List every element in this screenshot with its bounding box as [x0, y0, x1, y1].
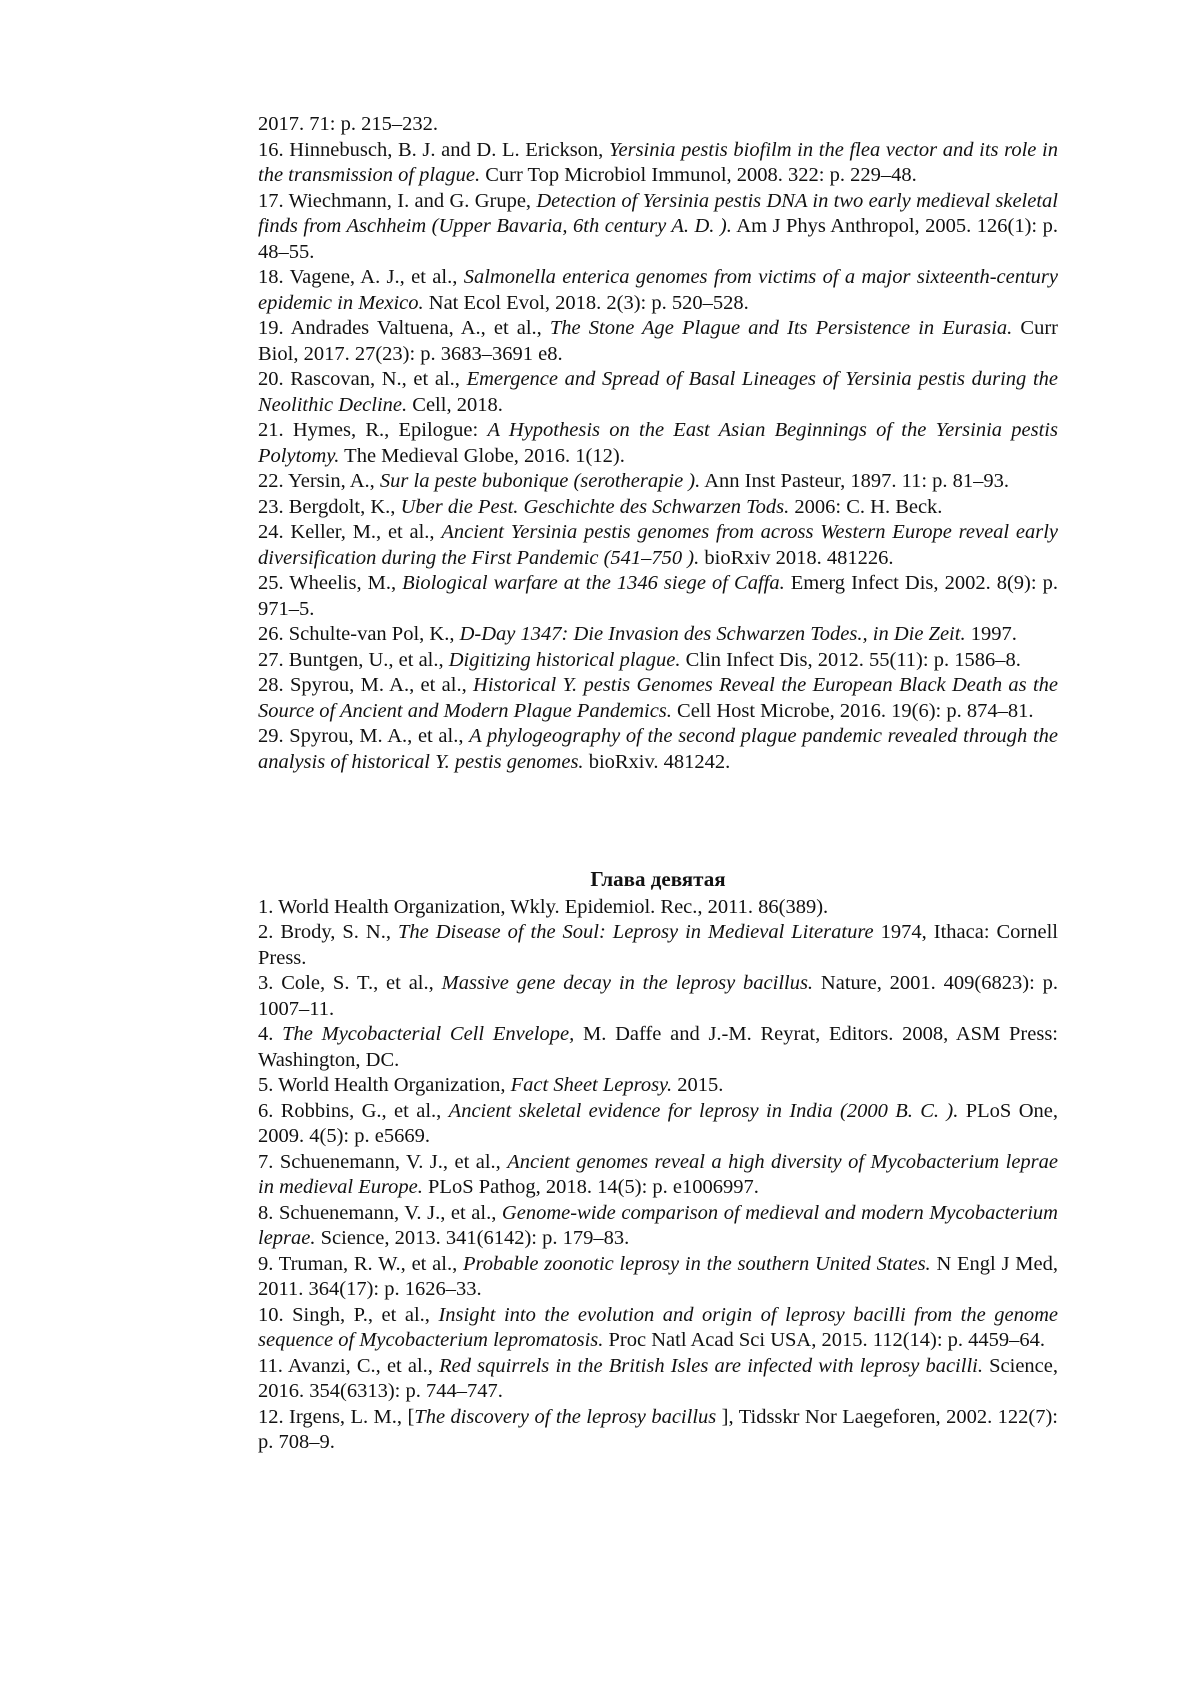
document-page [258, 112, 1058, 1456]
reference-source: Cell Host Microbe, 2016. 19(6): p. 874–81. [671, 699, 1034, 722]
reference-title: The Disease of the Soul: Leprosy in Medieval Literature [397, 921, 874, 943]
reference-source: N Engl J Med, 2011. 364(17): p. 1626–33. [258, 1252, 1058, 1300]
reference-authors: 4. [258, 1023, 283, 1045]
reference-authors: 5. World Health Organization, [258, 1074, 511, 1096]
reference-title: The discovery of the leprosy bacillus [414, 1405, 717, 1428]
reference-source: ], Tidsskr Nor Laegeforen, 2002. 122(7): p. 708–9. [258, 1405, 1058, 1453]
reference-title: Uber die Pest. Geschichte des Schwarzen Tods. [400, 495, 790, 518]
reference-title: Genome-wide comparison of medieval and modern Mycobacterium leprae. [258, 1201, 1058, 1249]
reference-continuation: 2017. 71: p. 215–232. [258, 113, 438, 135]
reference-entry [258, 189, 1058, 266]
reference-authors: 19. Andrades Valtuena, A., et al., [258, 317, 550, 339]
reference-authors: 7. Schuenemann, V. J., et al., [258, 1150, 508, 1173]
reference-authors: 12. Irgens, L. M., [ [258, 1405, 415, 1428]
reference-title: A Hypothesis on the East Asian Beginnings of the Yersinia pestis Polytomy. [258, 419, 1058, 467]
reference-entry [258, 316, 1058, 367]
reference-authors: 11. Avanzi, C., et al., [258, 1354, 440, 1377]
reference-title: Fact Sheet Leprosy. [510, 1074, 673, 1096]
reference-authors: 17. Wiechmann, I. and G. Grupe, [258, 189, 537, 212]
reference-title: The Mycobacterial Cell Envelope, [282, 1023, 575, 1045]
reference-authors: 29. Spyrou, M. A., et al., [258, 725, 470, 747]
reference-source: Curr Biol, 2017. 27(23): p. 3683–3691 e8. [258, 317, 1058, 365]
reference-authors: 6. Robbins, G., et al., [258, 1099, 449, 1122]
reference-title: Sur la peste bubonique (serotherapie ). [379, 470, 701, 492]
reference-entry [258, 520, 1058, 571]
reference-authors: 10. Singh, P., et al., [258, 1303, 439, 1326]
reference-list-plague [258, 138, 1058, 776]
reference-source: The Medieval Globe, 2016. 1(12). [339, 444, 625, 467]
reference-authors: 1. World Health Organization, Wkly. Epidemiol. Rec., 2011. 86(389). [258, 895, 829, 918]
reference-source: Cell, 2018. [407, 393, 503, 416]
reference-source: Science, 2013. 341(6142): p. 179–83. [315, 1227, 630, 1249]
reference-source: 2015. [672, 1074, 724, 1096]
reference-title: Digitizing historical plague. [448, 648, 681, 671]
reference-entry [258, 1150, 1058, 1201]
reference-source: Proc Natl Acad Sci USA, 2015. 112(14): p. 4459–64. [603, 1329, 1046, 1351]
reference-authors: 3. Cole, S. T., et al., [258, 972, 442, 994]
reference-entry [258, 895, 1058, 921]
reference-title: Detection of Yersinia pestis DNA in two early medieval skeletal finds from Aschheim (Upper Bavaria, 6th century A. D. ). [258, 189, 1058, 237]
reference-title: Red squirrels in the British Isles are infected with leprosy bacilli. [439, 1354, 983, 1377]
reference-authors: 8. Schuenemann, V. J., et al., [258, 1201, 502, 1224]
reference-title: Ancient skeletal evidence for leprosy in India (2000 B. C. ). [448, 1099, 959, 1122]
reference-entry [258, 648, 1058, 674]
reference-entry [258, 1022, 1058, 1073]
reference-title: Biological warfare at the 1346 siege of Caffa. [402, 572, 785, 594]
reference-title: The Stone Age Plague and Its Persistence in Eurasia. [549, 317, 1013, 339]
reference-list-leprosy [258, 895, 1058, 1456]
reference-authors: 16. Hinnebusch, B. J. and D. L. Erickson, [258, 138, 609, 161]
reference-entry [258, 418, 1058, 469]
reference-source: bioRxiv. 481242. [583, 750, 731, 773]
reference-entry [258, 971, 1058, 1022]
reference-source: 2006: C. H. Beck. [789, 495, 943, 518]
reference-authors: 21. Hymes, R., Epilogue: [258, 419, 488, 441]
reference-source: 1974, Ithaca: Cornell Press. [258, 921, 1058, 969]
reference-entry [258, 1099, 1058, 1150]
reference-authors: 23. Bergdolt, K., [258, 495, 401, 518]
reference-authors: 18. Vagene, A. J., et al., [258, 266, 464, 288]
reference-authors: 26. Schulte-van Pol, K., [258, 623, 460, 645]
reference-authors: 28. Spyrou, M. A., et al., [258, 674, 474, 696]
reference-entry [258, 495, 1058, 521]
reference-title: Probable zoonotic leprosy in the southern United States. [462, 1252, 931, 1275]
reference-source: PLoS One, 2009. 4(5): p. e5669. [258, 1099, 1058, 1147]
reference-entry [258, 571, 1058, 622]
reference-entry [258, 138, 1058, 189]
reference-title: Historical Y. pestis Genomes Reveal the European Black Death as the Source of Ancient and Modern Plague Pandemics. [258, 674, 1058, 722]
reference-entry [258, 1073, 1058, 1099]
chapter-heading: Глава девятая [590, 867, 726, 891]
reference-title: Salmonella enterica genomes from victims of a major sixteenth-century epidemic in Mexico. [258, 266, 1058, 314]
reference-entry [258, 622, 1058, 648]
reference-entry [258, 1201, 1058, 1252]
reference-title: Insight into the evolution and origin of leprosy bacilli from the genome sequence of Mycobacterium lepromatosis. [258, 1303, 1058, 1351]
reference-authors: 22. Yersin, A., [258, 470, 380, 492]
reference-source: Curr Top Microbiol Immunol, 2008. 322: p. 229–48. [480, 164, 917, 186]
reference-title: A phylogeography of the second plague pandemic revealed through the analysis of historical Y. pestis genomes. [258, 725, 1059, 773]
reference-source: Clin Infect Dis, 2012. 55(11): p. 1586–8. [680, 648, 1021, 671]
reference-title: Yersinia pestis biofilm in the flea vector and its role in the transmission of plague. [258, 138, 1059, 186]
reference-authors: 9. Truman, R. W., et al., [258, 1252, 463, 1275]
reference-source: PLoS Pathog, 2018. 14(5): p. e1006997. [422, 1176, 759, 1198]
reference-source: bioRxiv 2018. 481226. [699, 546, 894, 569]
reference-entry [258, 724, 1058, 775]
section-gap [258, 775, 1058, 867]
reference-entry [258, 367, 1058, 418]
reference-title: Massive gene decay in the leprosy bacillus. [441, 972, 814, 994]
reference-authors: 2. Brody, S. N., [258, 921, 398, 943]
reference-source: 1997. [965, 623, 1017, 645]
reference-entry [258, 1405, 1058, 1456]
reference-entry [258, 673, 1058, 724]
reference-source: M. Daffe and J.-M. Reyrat, Editors. 2008, ASM Press: Washington, DC. [258, 1023, 1058, 1071]
reference-source: Emerg Infect Dis, 2002. 8(9): p. 971–5. [258, 572, 1058, 620]
reference-entry [258, 1354, 1058, 1405]
reference-entry [258, 469, 1058, 495]
reference-source: Am J Phys Anthropol, 2005. 126(1): p. 48–55. [258, 215, 1058, 263]
reference-source: Nat Ecol Evol, 2018. 2(3): p. 520–528. [423, 291, 749, 314]
reference-title: Ancient Yersinia pestis genomes from across Western Europe reveal early diversification during the First Pandemic (541–750 ). [258, 521, 1059, 569]
reference-authors: 25. Wheelis, M., [258, 572, 403, 594]
reference-source: Nature, 2001. 409(6823): p. 1007–11. [258, 972, 1058, 1020]
reference-authors: 27. Buntgen, U., et al., [258, 648, 449, 671]
reference-entry [258, 1303, 1058, 1354]
reference-title: Emergence and Spread of Basal Lineages of Yersinia pestis during the Neolithic Decline. [258, 368, 1058, 416]
reference-entry [258, 1252, 1058, 1303]
reference-authors: 24. Keller, M., et al., [258, 521, 442, 543]
reference-title: Ancient genomes reveal a high diversity of Mycobacterium leprae in medieval Europe. [258, 1150, 1058, 1198]
reference-source: Science, 2016. 354(6313): p. 744–747. [258, 1354, 1058, 1402]
reference-authors: 20. Rascovan, N., et al., [258, 368, 467, 390]
reference-entry [258, 920, 1058, 971]
reference-entry [258, 265, 1058, 316]
reference-title: D-Day 1347: Die Invasion des Schwarzen Todes., in Die Zeit. [459, 623, 966, 645]
reference-source: Ann Inst Pasteur, 1897. 11: p. 81–93. [700, 470, 1010, 492]
